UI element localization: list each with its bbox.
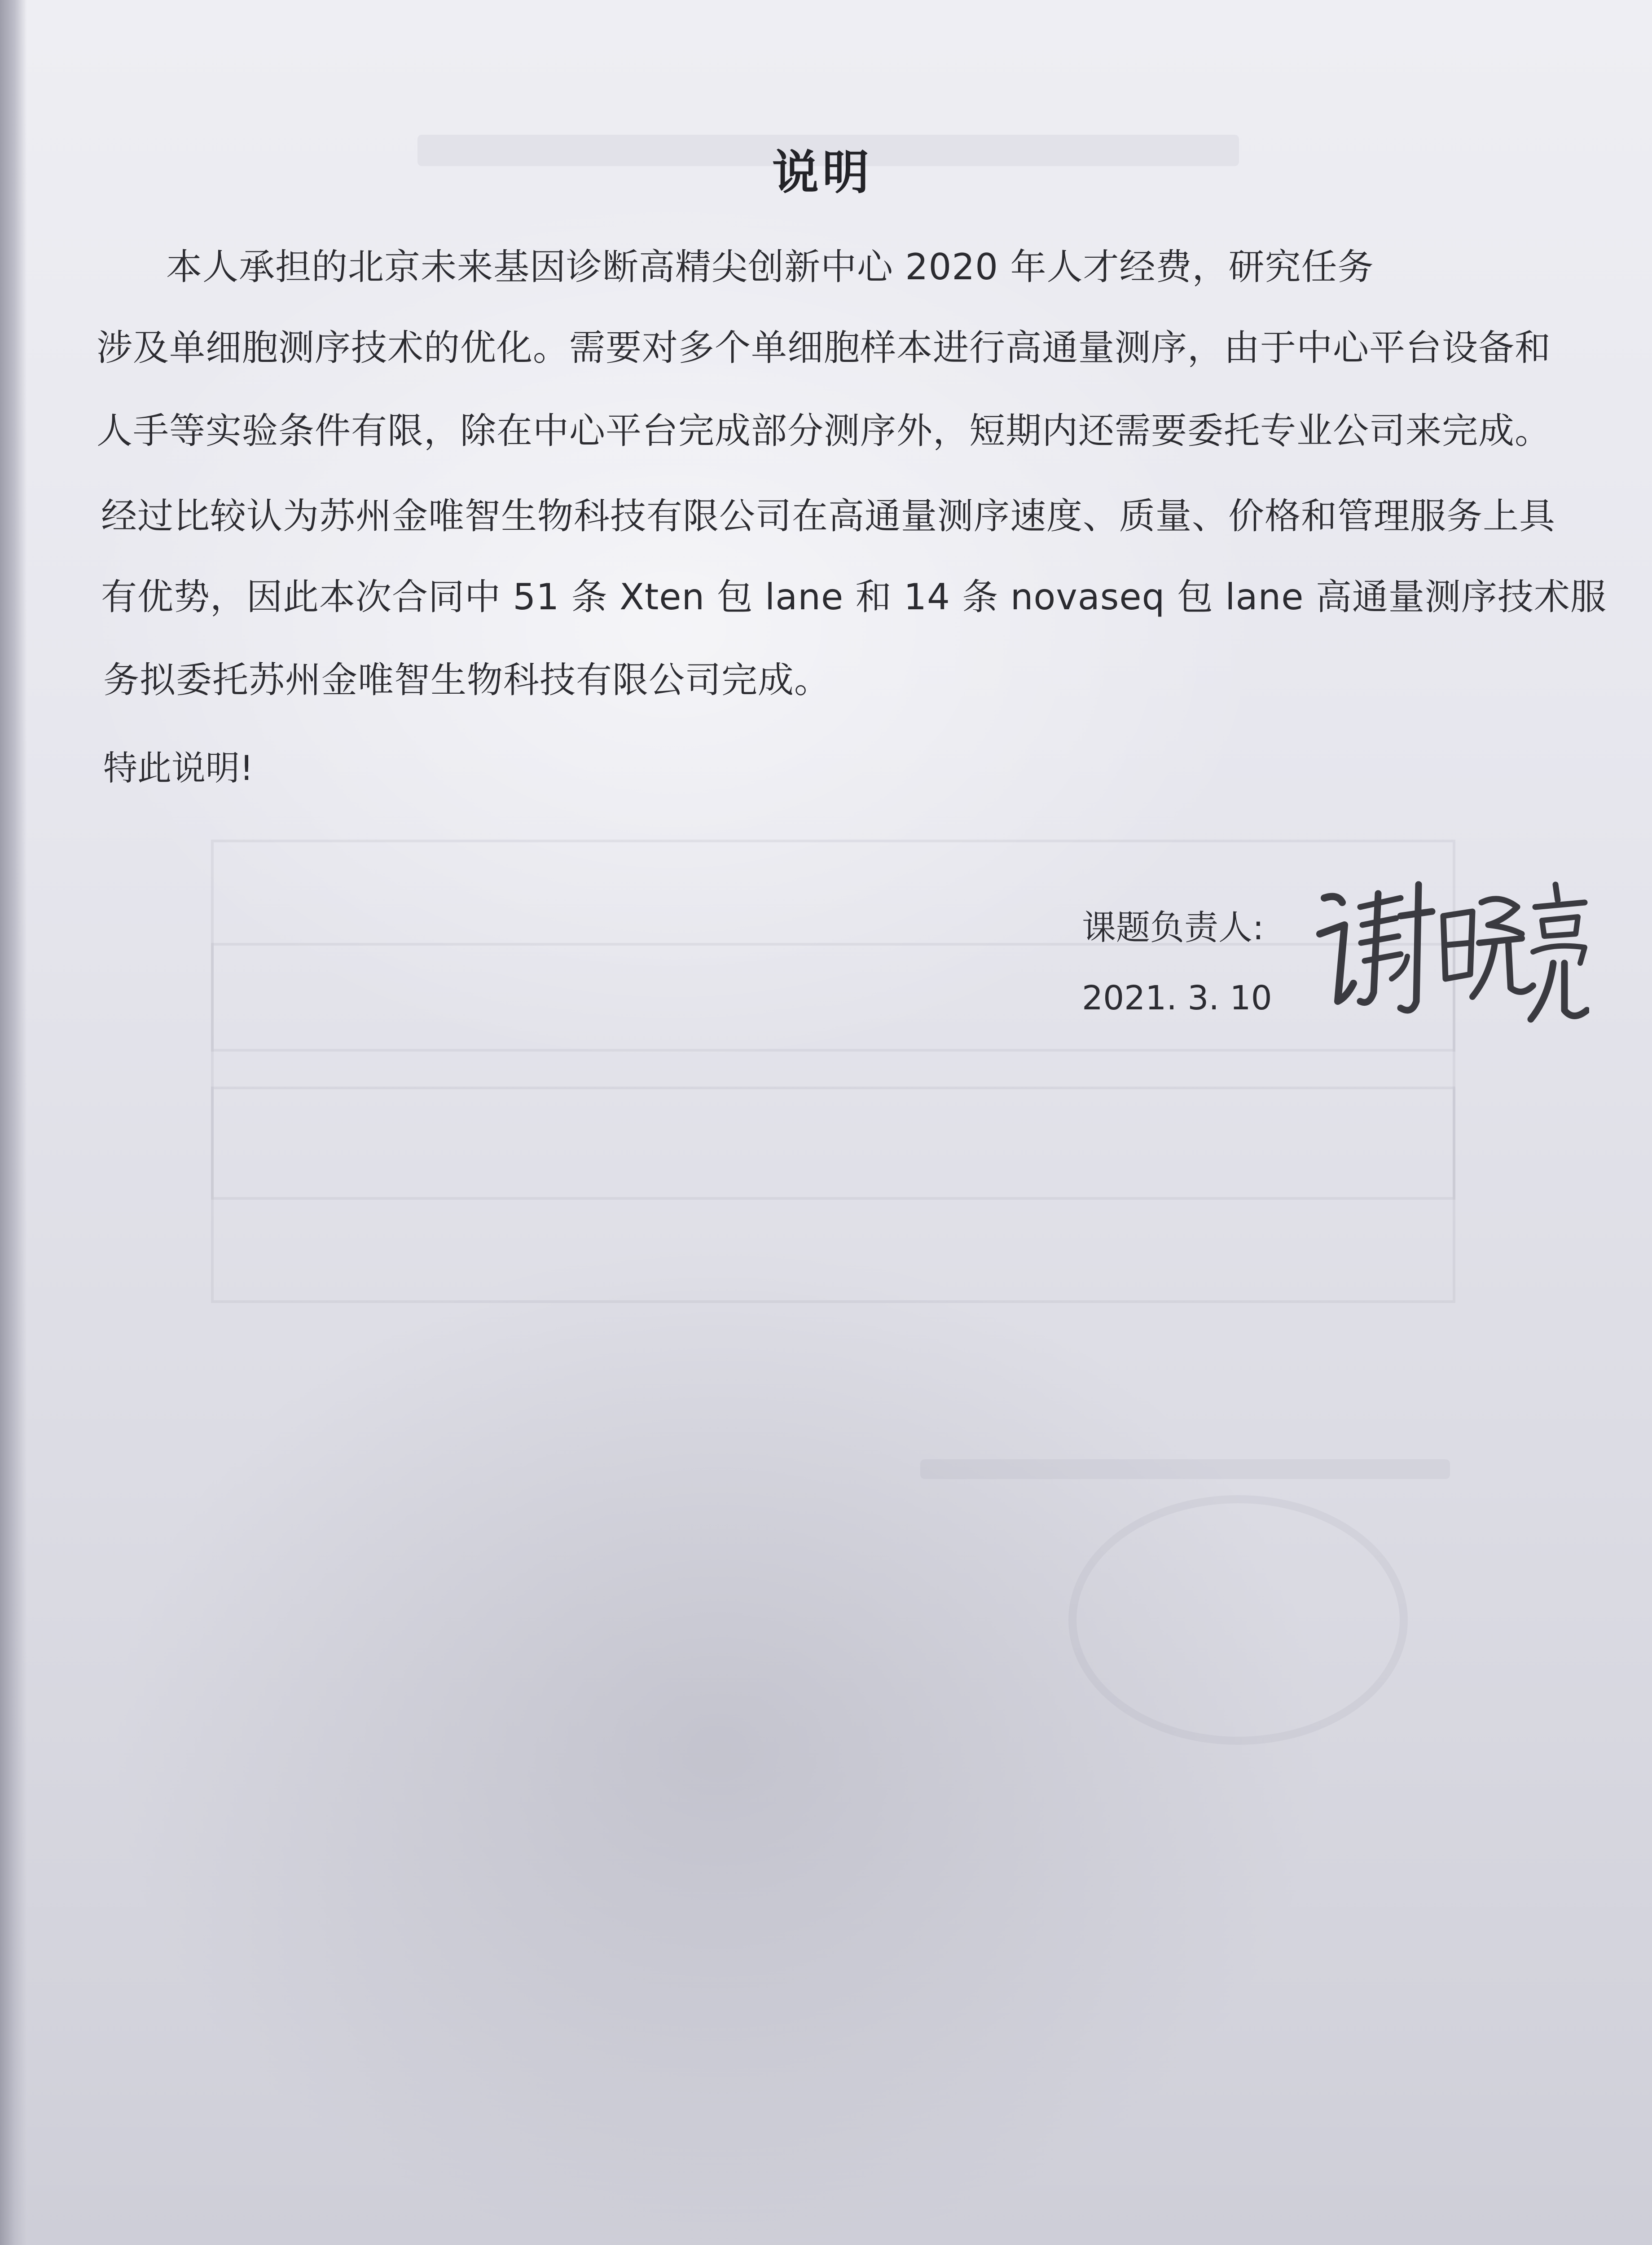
body-line-2: 涉及单细胞测序技术的优化。需要对多个单细胞样本进行高通量测序，由于中心平台设备和	[97, 327, 1551, 369]
body-line-4: 经过比较认为苏州金唯智生物科技有限公司在高通量测序速度、质量、价格和管理服务上具	[101, 495, 1555, 537]
bleed-through-line	[920, 1459, 1450, 1479]
bleed-through-table	[211, 840, 1455, 1303]
paper-edge-shadow	[0, 0, 27, 2245]
bleed-through-table-row	[211, 1087, 1455, 1200]
document-title: 说明	[772, 145, 873, 200]
body-line-1: 本人承担的北京未来基因诊断高精尖创新中心 2020 年人才经费，研究任务	[166, 246, 1374, 288]
responsible-person-label: 课题负责人:	[1082, 907, 1264, 947]
closing-remark: 特此说明!	[103, 748, 254, 788]
handwritten-signature	[1311, 867, 1589, 1037]
body-line-6: 务拟委托苏州金唯智生物科技有限公司完成。	[103, 659, 830, 701]
body-line-3: 人手等实验条件有限，除在中心平台完成部分测序外，短期内还需要委托专业公司来完成。	[97, 410, 1551, 452]
document-date: 2021. 3. 10	[1082, 979, 1272, 1017]
bleed-through-stamp	[1068, 1495, 1408, 1745]
body-line-5: 有优势，因此本次合同中 51 条 Xten 包 lane 和 14 条 novaseq 包 lane 高通量测序技术服	[101, 576, 1607, 618]
